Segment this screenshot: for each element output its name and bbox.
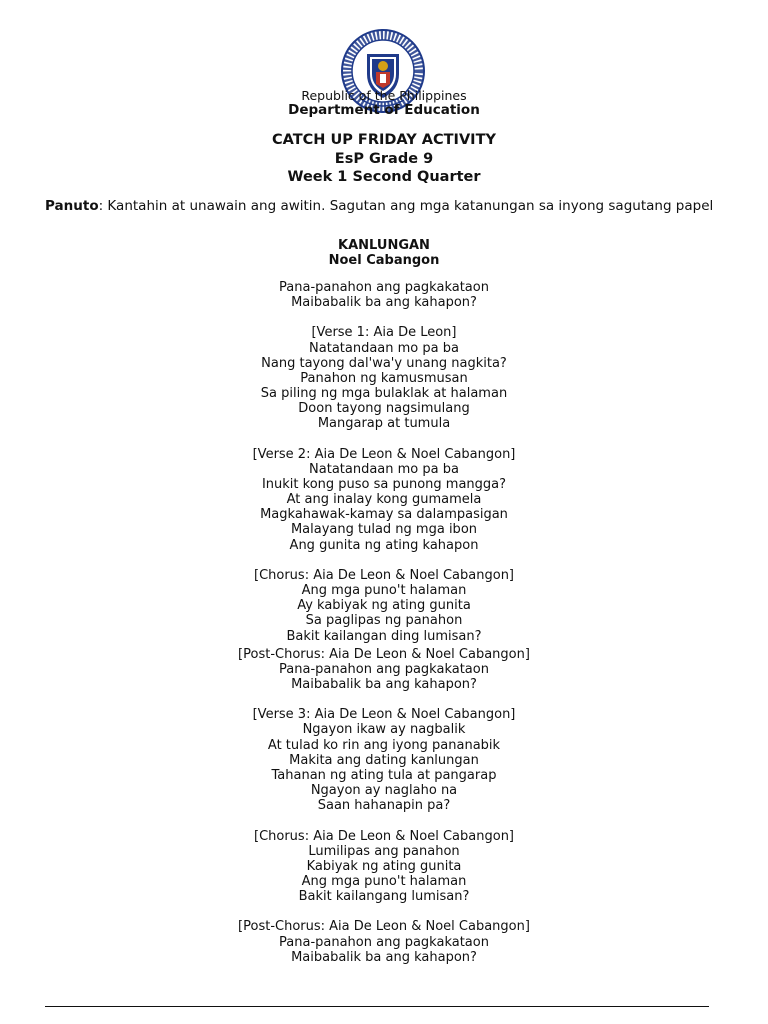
lyric-line: Maibabalik ba ang kahapon? — [291, 677, 477, 693]
subject-grade: EsP Grade 9 — [334, 150, 434, 167]
lyric-line: Maibabalik ba ang kahapon? — [291, 949, 477, 965]
lyric-line: Ngayon ikaw ay nagbalik — [302, 722, 466, 738]
lyric-line: Bakit kailangan ding lumisan? — [286, 628, 482, 644]
department-text: Department of Education — [288, 102, 480, 118]
lyric-line: Ang gunita ng ating kahapon — [289, 537, 479, 553]
song-artist: Noel Cabangon — [328, 253, 440, 268]
lyrics — [0, 280, 768, 980]
lyric-block — [0, 447, 768, 553]
lyric-line: Pana-panahon ang pagkakataon — [279, 280, 489, 295]
lyric-line: Kabiyak ng ating gunita — [306, 858, 462, 874]
week-quarter: Week 1 Second Quarter — [287, 169, 481, 185]
lyric-line: Natatandaan mo pa ba — [309, 461, 459, 477]
instructions-text: : Kantahin at unawain ang awitin. Sagutan ang mga katanungan sa inyong sagutang papel — [98, 198, 714, 214]
lyric-line: Saan hahanapin pa? — [317, 798, 451, 814]
lyric-line: Makita ang dating kanlungan — [289, 752, 479, 768]
lyric-line: Doon tayong nagsimulang — [298, 401, 470, 417]
lyric-block — [0, 568, 768, 644]
lyric-block — [0, 647, 768, 692]
lyric-line: Magkahawak-kamay sa dalampasigan — [260, 507, 508, 523]
activity-titles — [0, 131, 768, 187]
lyric-line: Sa paglipas ng panahon — [305, 613, 463, 629]
lyric-line: Pana-panahon ang pagkakataon — [279, 661, 489, 677]
song-heading — [0, 238, 768, 268]
lyric-line: Nang tayong dal'wa'y unang nagkita? — [261, 355, 507, 371]
instructions — [45, 199, 735, 215]
lyric-line: Mangarap at tumula — [317, 416, 451, 432]
lyric-line: Lumilipas ang panahon — [308, 843, 460, 859]
lyric-block — [0, 280, 768, 310]
lyric-line: Tahanan ng ating tula at pangarap — [271, 767, 497, 783]
lyric-line: [Post-Chorus: Aia De Leon & Noel Cabangon] — [238, 919, 530, 935]
lyric-line: Ngayon ay naglaho na — [310, 783, 458, 799]
lyric-line: [Chorus: Aia De Leon & Noel Cabangon] — [254, 828, 514, 844]
lyric-line: [Verse 1: Aia De Leon] — [311, 325, 457, 341]
lyric-block — [0, 919, 768, 964]
lyric-line: Natatandaan mo pa ba — [309, 340, 459, 356]
lyric-line: Ang mga puno't halaman — [301, 874, 467, 890]
instructions-label: Panuto — [45, 198, 99, 214]
lyric-block — [0, 829, 768, 905]
lyric-block — [0, 325, 768, 431]
lyric-line: [Chorus: Aia De Leon & Noel Cabangon] — [254, 567, 514, 583]
footer-divider — [45, 1006, 709, 1007]
lyric-block — [0, 707, 768, 813]
activity-title: CATCH UP FRIDAY ACTIVITY — [272, 132, 496, 148]
lyric-line: Pana-panahon ang pagkakataon — [279, 934, 489, 950]
lyric-line: Maibabalik ba ang kahapon? — [291, 295, 477, 311]
lyric-line: [Verse 2: Aia De Leon & Noel Cabangon] — [252, 446, 516, 462]
lyric-line: Inukit kong puso sa punong mangga? — [261, 477, 507, 492]
lyric-line: Bakit kailangang lumisan? — [298, 889, 470, 905]
republic-text: Republic of the Philippines — [301, 88, 467, 103]
lyric-line: At tulad ko rin ang iyong pananabik — [267, 737, 501, 753]
song-title: KANLUNGAN — [338, 238, 430, 253]
lyric-line: [Verse 3: Aia De Leon & Noel Cabangon] — [252, 707, 516, 723]
lyric-line: [Post-Chorus: Aia De Leon & Noel Cabangon] — [238, 646, 530, 662]
lyric-line: Panahon ng kamusmusan — [300, 370, 468, 386]
lyric-line: At ang inalay kong gumamela — [286, 492, 482, 508]
lyric-line: Malayang tulad ng mga ibon — [290, 522, 478, 538]
lyric-line: Sa piling ng mga bulaklak at halaman — [260, 386, 508, 402]
lyric-line: Ang mga puno't halaman — [301, 583, 467, 599]
lyric-line: Ay kabiyak ng ating gunita — [297, 598, 471, 614]
